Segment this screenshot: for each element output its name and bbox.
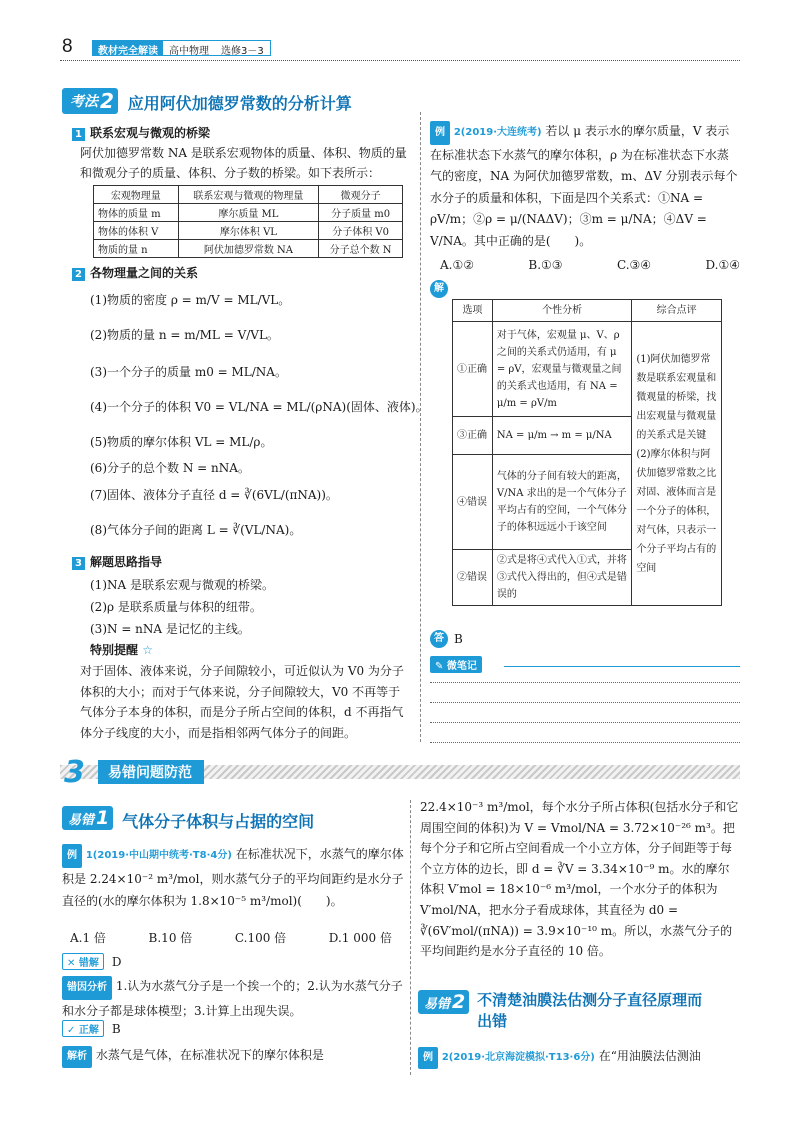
page-number: 8 — [62, 36, 73, 57]
err1-example-source: 1(2019·中山期中统考·T8·4分) — [85, 850, 232, 861]
t2-header: 个性分析 — [492, 300, 631, 322]
notes-rule — [504, 666, 740, 667]
t2-opt: ①正确 — [453, 322, 493, 417]
column-divider — [420, 112, 421, 742]
s2-heading — [72, 264, 198, 281]
cause-block — [62, 975, 410, 1022]
t2-text: 气体的分子间有较大的距离，V/NA 求出的是一个气体分子平均占有的空间，一个气体分子的体积远远小于该空间 — [492, 455, 631, 550]
err1-example — [62, 843, 410, 912]
s3-heading — [72, 553, 162, 570]
err2-example-label: 例 — [418, 1047, 438, 1069]
err2-tag-num: 2 — [452, 991, 466, 1013]
t1-cell: 分子总个数 N — [319, 240, 403, 258]
t2-opt: ②错误 — [453, 550, 493, 606]
column-divider — [410, 800, 411, 1075]
answer-row — [430, 630, 463, 648]
t2-text: ②式是将④式代入①式，并将③式代入得出的，但④式是错误的 — [492, 550, 631, 606]
err1-heading — [62, 806, 314, 832]
option-a: A.①② — [440, 258, 474, 272]
t2-header: 选项 — [453, 300, 493, 322]
err2-heading — [418, 990, 740, 1032]
s2-title: 各物理量之间的关系 — [90, 266, 199, 280]
s3-title: 解题思路指导 — [90, 555, 163, 569]
series-label: 教材完全解读 — [93, 41, 163, 55]
t1-header: 联系宏观与微观的物理量 — [178, 186, 319, 204]
note-line — [430, 742, 740, 743]
t1-cell: 物质的量 n — [94, 240, 179, 258]
t2-comment: (1)阿伏加德罗常数是联系宏观量和微观量的桥梁，找出宏观量与微观量的关系式是关键(2)摩尔体积与阿伏加德罗常数之比对固、液体而言是一个分子的体积，对气体，只表示一个分子平均占有的空间 — [632, 322, 722, 606]
err2-example — [418, 1046, 740, 1069]
option-c: C.③④ — [616, 258, 652, 272]
cross-icon: ✕ — [67, 958, 76, 969]
option-a: A.1 倍 — [70, 931, 106, 945]
method2-title: 应用阿伏加德罗常数的分析计算 — [127, 94, 352, 113]
wrong-label — [62, 953, 104, 970]
option-d: D.1 000 倍 — [328, 931, 392, 945]
err1-tag-num: 1 — [96, 807, 110, 829]
tip-text: 对于固体、液体来说，分子间隙较小，可近似认为 V0 为分子体积的大小；而对于气体来说，分子间隙较大，V0 不再等于气体分子本身的体积，而是分子所占空间的体积，d 不再指气体分子线度的大小，而是指相邻两气体分子的间距。 — [80, 664, 404, 740]
formula-8: (8)气体分子间的距离 L = ∛(VL/NA)。 — [90, 523, 302, 537]
guide-3: (3)N = nNA 是记忆的主线。 — [90, 622, 250, 636]
err2-tag — [418, 990, 469, 1014]
s3-num: 3 — [72, 557, 85, 570]
guide-1: (1)NA 是联系宏观与微观的桥梁。 — [90, 578, 274, 592]
s1-heading — [72, 124, 210, 141]
formula-6: (6)分子的总个数 N = nNA。 — [90, 461, 250, 475]
method-tag — [62, 88, 118, 114]
option-b: B.10 倍 — [148, 931, 193, 945]
volume-label: 选修3－3 — [221, 46, 264, 57]
method-tag-num: 2 — [100, 89, 114, 113]
formula-1: (1)物质的密度 ρ = m/V = ML/VL。 — [90, 293, 291, 307]
note-line — [430, 702, 740, 703]
t2-header: 综合点评 — [632, 300, 722, 322]
cause-label: 错因分析 — [62, 976, 112, 1000]
t2-opt: ③正确 — [453, 417, 493, 455]
notes-label-text: 微笔记 — [446, 661, 477, 672]
formula-5: (5)物质的摩尔体积 VL = ML/ρ。 — [90, 435, 273, 449]
note-line — [430, 682, 740, 683]
right-label-text: 正解 — [78, 1025, 99, 1036]
star-icon: ☆ — [142, 643, 153, 657]
err1-example-label: 例 — [62, 844, 82, 868]
t2-opt: ④错误 — [453, 455, 493, 550]
analysis-table — [452, 299, 722, 606]
formula-3: (3)一个分子的质量 m0 = ML/NA。 — [90, 365, 287, 379]
tip-title: 特别提醒 — [90, 643, 139, 657]
analysis-label: 解析 — [62, 1046, 92, 1068]
right-answer-row — [62, 1020, 121, 1037]
section3-band — [60, 755, 740, 790]
t1-cell: 物体的质量 m — [94, 204, 179, 222]
t1-header: 微观分子 — [319, 186, 403, 204]
t1-header: 宏观物理量 — [94, 186, 179, 204]
err2-tag-text: 易错 — [424, 996, 451, 1012]
formula-7: (7)固体、液体分子直径 d = ∛(6VL/(πNA))。 — [90, 488, 338, 502]
t1-cell: 阿伏加德罗常数 NA — [178, 240, 319, 258]
option-d: D.①④ — [705, 258, 740, 272]
option-b: B.①③ — [528, 258, 563, 272]
err1-tag — [62, 806, 113, 830]
example-source: 2(2019·大连统考) — [453, 127, 542, 138]
t1-cell: 摩尔体积 VL — [178, 222, 319, 240]
t1-cell: 物体的体积 V — [94, 222, 179, 240]
cause-text: 1.认为水蒸气分子是一个挨一个的；2.认为水蒸气分子和水分子都是球体模型；3.计算上出现失误。 — [62, 979, 403, 1018]
wrong-answer-row — [62, 953, 122, 970]
method2-heading — [62, 88, 352, 114]
table-macro-micro — [93, 185, 403, 258]
analysis-continued: 22.4×10⁻³ m³/mol，每个水分子所占体积(包括水分子和它周围空间的体积)为 V = Vmol/NA = 3.72×10⁻²⁶ m³。把每个分子和它所占空间看成一个小立方体，分子间距等于每个立方体的边长，即 d = ∛V = 3.34×10⁻⁹ m。水的摩尔体积 V′mol = 18×10⁻⁶ m³/mol，一个水分子的体积为 V′mol/NA，把水分子看成球体，其直径为 d0 = ∛(6V′mol/(πNA)) = 3.9×10⁻¹⁰ m。所以，水蒸气分子的平均间距约是水分子直径的 10 倍。 — [420, 800, 739, 959]
note-line — [430, 722, 740, 723]
section3-num: 3 — [64, 755, 85, 790]
section3-title: 易错问题防范 — [98, 760, 204, 784]
err1-title: 气体分子体积与占据的空间 — [122, 811, 315, 831]
err1-tag-text: 易错 — [68, 812, 95, 828]
wrong-label-text: 错解 — [78, 958, 99, 969]
notes-label — [430, 656, 482, 673]
option-c: C.100 倍 — [234, 931, 287, 945]
example-stem: 若以 μ 表示水的摩尔质量，V 表示在标准状态下水蒸气的摩尔体积，ρ 为在标准状态下水蒸气的密度，NA 为阿伏加德罗常数，m、ΔV 分别表示每个水分子的质量和体积，下面是四个关系式：①NA = ρV/m；②ρ = μ/(NAΔV)；③m = μ/NA；④ΔV = V/NA。其中正确的是( )。 — [430, 124, 738, 248]
formula-4: (4)一个分子的体积 V0 = VL/NA = ML/(ρNA)(固体、液体)。 — [90, 400, 428, 414]
err2-example-source: 2(2019·北京海淀模拟·T13·6分) — [441, 1052, 595, 1063]
err1-example-stem: 在标准状况下，水蒸气的摩尔体积是 2.24×10⁻² m³/mol，则水蒸气分子的平均间距约是水分子直径的(水的摩尔体积为 1.8×10⁻⁵ m³/mol)( )。 — [62, 847, 404, 908]
formula-2: (2)物质的量 n = m/ML = V/VL。 — [90, 328, 279, 342]
s1-num: 1 — [72, 128, 85, 141]
right-label — [62, 1020, 104, 1037]
t2-text: 对于气体，宏观量 μ、V、ρ 之间的关系式仍适用，有 μ = ρV，宏观量与微观量之间的关系式也适用，有 NA = μ/m = ρV/m — [492, 322, 631, 417]
s1-intro: 阿伏加德罗常数 NA 是联系宏观物体的质量、体积、物质的量和微观分子的质量、体积、分子数的桥梁。如下表所示： — [80, 146, 407, 180]
answer-icon: 答 — [430, 630, 448, 648]
s1-title: 联系宏观与微观的桥梁 — [90, 126, 211, 140]
check-icon: ✓ — [67, 1025, 76, 1036]
jie-icon: 解 — [430, 280, 448, 298]
answer-value: B — [454, 632, 463, 646]
analysis-block — [62, 1045, 410, 1068]
err1-options — [70, 929, 392, 946]
right-answer: B — [111, 1021, 121, 1036]
jie-badge — [430, 280, 448, 298]
t1-cell: 分子体积 V0 — [319, 222, 403, 240]
header-series-box — [92, 40, 271, 56]
example2-block — [430, 121, 740, 252]
err2-example-stem: 在“用油膜法估测油 — [598, 1049, 701, 1063]
subject-label: 高中物理 — [169, 46, 209, 57]
notes-header — [430, 656, 482, 673]
pencil-icon: ✎ — [435, 661, 444, 672]
header-divider — [60, 60, 740, 61]
t1-cell: 摩尔质量 ML — [178, 204, 319, 222]
example-label: 例 — [430, 121, 450, 145]
s2-num: 2 — [72, 268, 85, 281]
t1-cell: 分子质量 m0 — [319, 204, 403, 222]
method-tag-text: 考法 — [70, 94, 98, 110]
guide-2: (2)ρ 是联系质量与体积的纽带。 — [90, 600, 262, 614]
wrong-answer: D — [111, 954, 122, 969]
analysis-text: 水蒸气是气体，在标准状况下的摩尔体积是 — [95, 1048, 324, 1062]
t2-text: NA = μ/m → m = μ/NA — [492, 417, 631, 455]
err2-title: 不清楚油膜法估测分子直径原理而出错 — [477, 991, 703, 1030]
tip-heading — [90, 641, 153, 658]
example2-options — [440, 258, 740, 272]
